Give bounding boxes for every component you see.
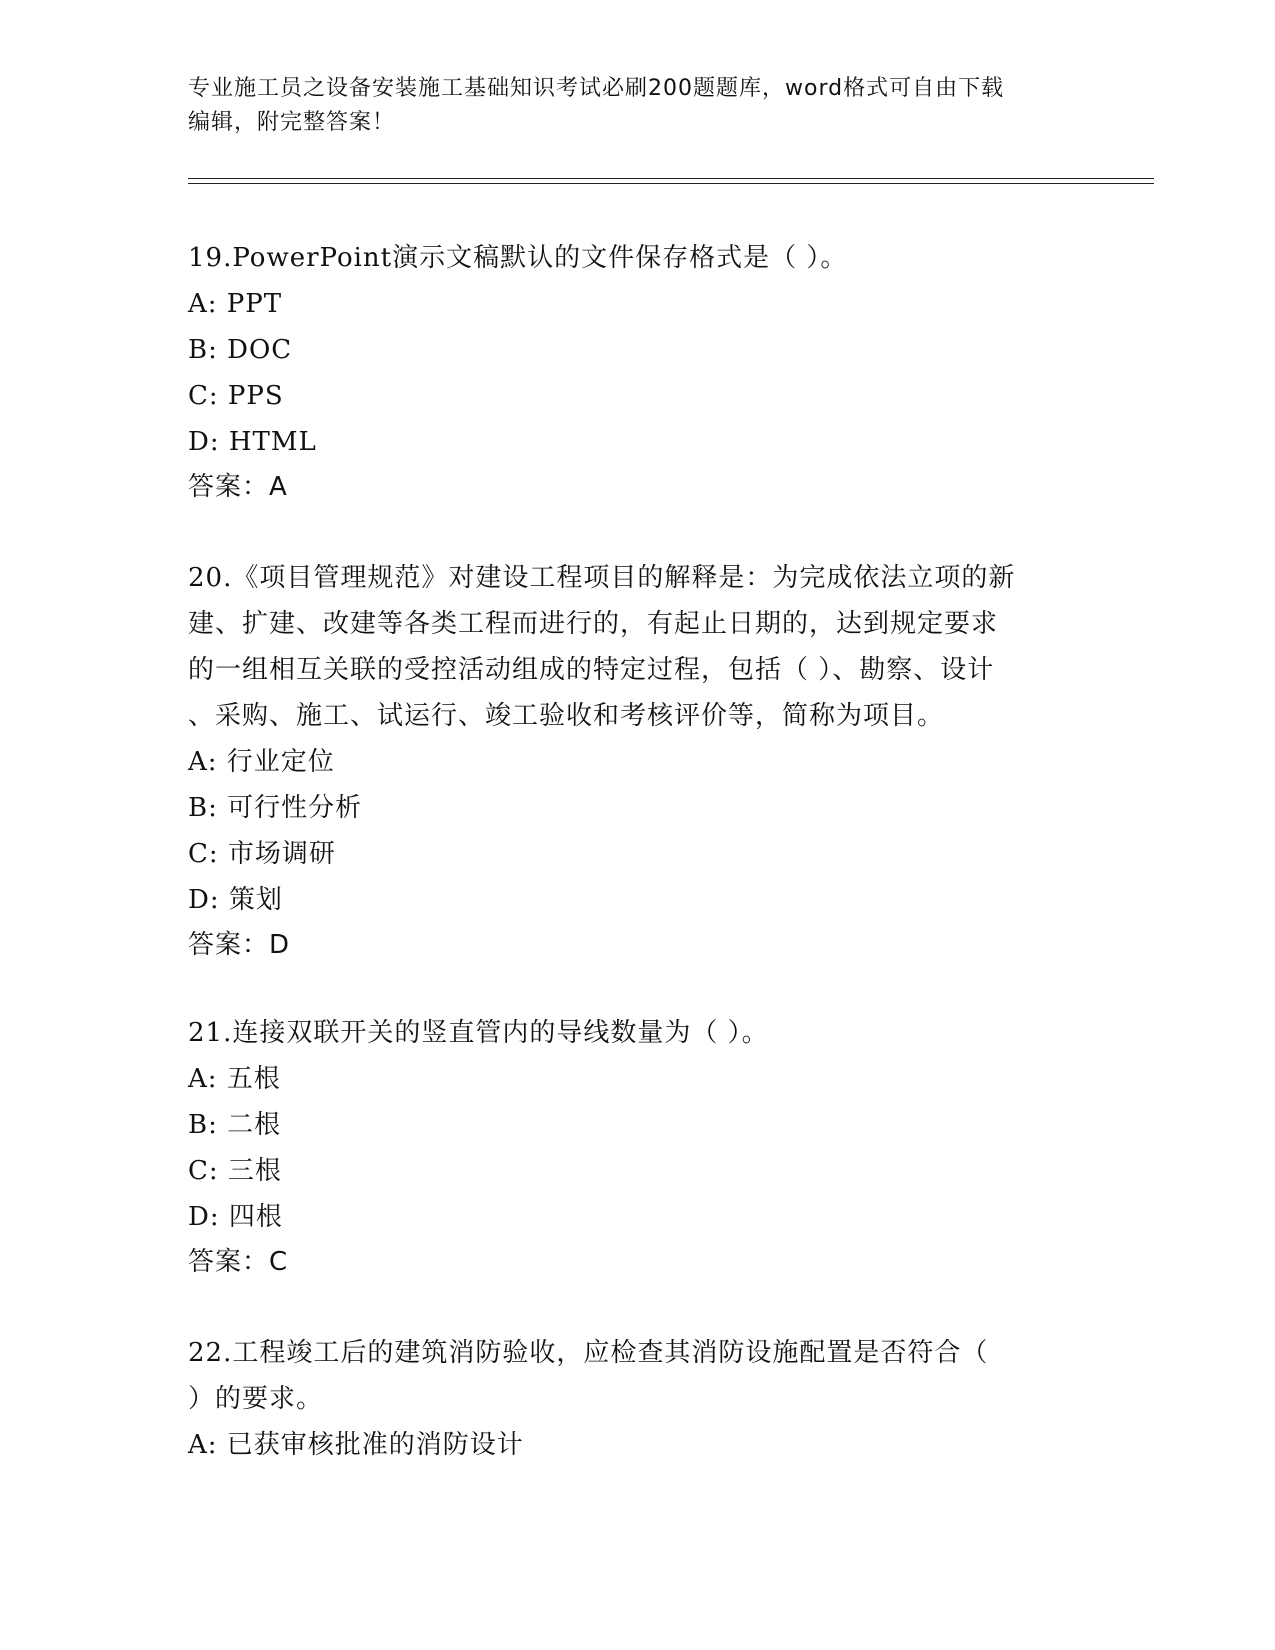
question-19 [188,235,1088,509]
option-a: A: 已获审核批准的消防设计 [188,1430,524,1460]
option-d: D: HTML [188,427,317,457]
option-d: D: 策划 [188,885,283,915]
stem-line: 、采购、施工、试运行、竣工验收和考核评价等，简称为项目。 [188,701,945,731]
option-d: D: 四根 [188,1202,283,1232]
option-a: A: PPT [188,289,283,319]
question-stem [188,1010,1088,1056]
option-c: C: 三根 [188,1156,282,1186]
question-stem [188,235,1088,281]
option-a: A: 行业定位 [188,747,335,777]
option-b: B: DOC [188,335,293,365]
question-stem [188,555,1088,739]
stem-line: 21.连接双联开关的竖直管内的导线数量为（ ）。 [188,1018,769,1048]
header-line-2: 编辑，附完整答案！ [188,110,396,135]
stem-line: 22.工程竣工后的建筑消防验收，应检查其消防设施配置是否符合（ [188,1338,989,1368]
option-a: A: 五根 [188,1064,281,1094]
option-c: C: PPS [188,381,284,411]
option-b: B: 可行性分析 [188,793,363,823]
stem-line: ）的要求。 [188,1384,324,1414]
header-divider-bottom [188,183,1154,184]
question-20 [188,555,1088,967]
stem-line: 19.PowerPoint演示文稿默认的文件保存格式是（ ）。 [188,243,848,273]
question-stem [188,1330,1088,1422]
answer-text: 答案：C [188,1247,289,1277]
option-b: B: 二根 [188,1110,282,1140]
question-22 [188,1330,1088,1468]
question-21 [188,1010,1088,1284]
answer-text: 答案：A [188,472,288,502]
stem-line: 20.《项目管理规范》对建设工程项目的解释是：为完成依法立项的新 [188,563,1016,593]
answer-text: 答案：D [188,930,291,960]
option-c: C: 市场调研 [188,839,336,869]
header-divider-top [188,178,1154,179]
document-header [188,72,1068,140]
header-line-1: 专业施工员之设备安装施工基础知识考试必刷200题题库，word格式可自由下载 [188,76,1005,101]
stem-line: 建、扩建、改建等各类工程而进行的，有起止日期的，达到规定要求 [188,609,999,639]
stem-line: 的一组相互关联的受控活动组成的特定过程，包括（ ）、勘察、设计 [188,655,995,685]
